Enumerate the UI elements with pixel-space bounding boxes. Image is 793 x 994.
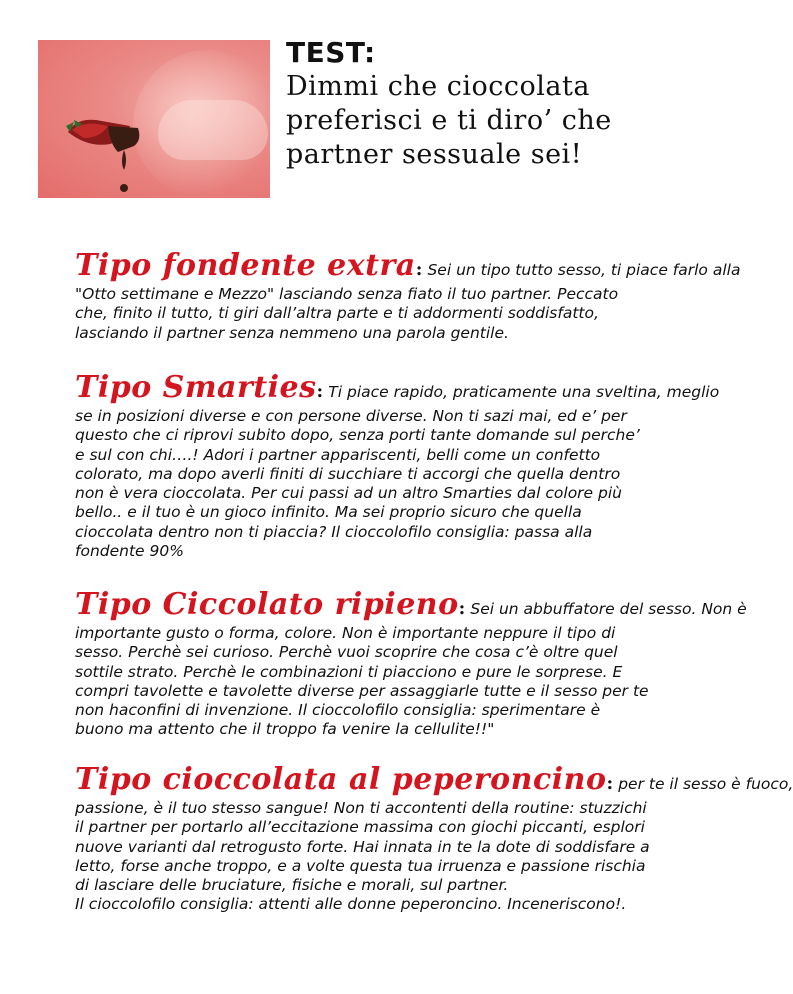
body-line: colorato, ma dopo averli finiti di succhiare ti accorgi che quella dentro bbox=[75, 464, 621, 483]
body-line: che, finito il tutto, ti giri dall’altra parte e ti addormenti soddisfatto, bbox=[75, 304, 599, 323]
body-line: cioccolata dentro non ti piaccia? Il cioccolofilo consiglia: passa alla bbox=[75, 522, 593, 541]
section-body bbox=[75, 799, 705, 915]
section-smarties bbox=[75, 370, 720, 561]
section-body bbox=[75, 285, 705, 343]
page-title bbox=[286, 36, 726, 172]
body-line: compri tavolette e tavolette diverse per assaggiarle tutte e il sesso per te bbox=[75, 681, 649, 700]
section-body bbox=[75, 624, 705, 740]
body-line: sesso. Perchè sei curioso. Perchè vuoi scoprire che cosa c’è oltre quel bbox=[75, 643, 618, 662]
body-line: bello.. e il tuo è un gioco infinito. Ma sei proprio sicuro che quella bbox=[75, 503, 582, 522]
body-line: e sul con chi….! Adori i partner appariscenti, belli come un confetto bbox=[75, 445, 601, 464]
body-line: non è vera cioccolata. Per cui passi ad un altro Smarties dal colore più bbox=[75, 484, 622, 503]
heading-colon: : bbox=[606, 773, 614, 794]
body-line: nuove varianti dal retrogusto forte. Hai innata in te la dote di soddisfare a bbox=[75, 837, 650, 856]
section-ciccolato-ripieno bbox=[75, 587, 747, 740]
body-line: di lasciare delle bruciature, fisiche e morali, sul partner. bbox=[75, 876, 509, 895]
body-line: questo che ci riprovi subito dopo, senza porti tante domande sul perche’ bbox=[75, 426, 640, 445]
section-heading: Tipo fondente extra bbox=[75, 248, 416, 283]
body-line: buono ma attento che il troppo fa venire la cellulite!!" bbox=[75, 720, 495, 739]
heading-colon: : bbox=[415, 259, 423, 280]
title-line: partner sessuale sei! bbox=[286, 139, 583, 170]
body-line: letto, forse anche troppo, e a volte questa tua irruenza e passione rischia bbox=[75, 856, 646, 875]
section-heading: Tipo Ciccolato ripieno bbox=[75, 587, 459, 622]
section-heading: Tipo Smarties bbox=[75, 370, 317, 405]
body-line: se in posizioni diverse e con persone diverse. Non ti sazi mai, ed e’ per bbox=[75, 407, 627, 425]
section-body bbox=[75, 407, 705, 561]
section-first-line: per te il sesso è fuoco, bbox=[618, 775, 793, 793]
title-line: preferisci e ti diro’ che bbox=[286, 105, 612, 136]
body-line: fondente 90% bbox=[75, 542, 184, 561]
section-fondente-extra bbox=[75, 248, 741, 343]
body-line: importante gusto o forma, colore. Non è importante neppure il tipo di bbox=[75, 624, 616, 642]
header-image bbox=[38, 40, 270, 198]
title-line: Dimmi che cioccolata bbox=[286, 71, 590, 102]
section-heading: Tipo cioccolata al peperoncino bbox=[75, 762, 607, 797]
body-line: non haconfini di invenzione. Il cioccolofilo consiglia: sperimentare è bbox=[75, 701, 601, 720]
body-line: Il cioccolofilo consiglia: attenti alle donne peperoncino. Inceneriscono!. bbox=[75, 895, 627, 914]
chocolate-strawberry-icon bbox=[38, 40, 270, 198]
body-line: "Otto settimane e Mezzo" lasciando senza fiato il tuo partner. Peccato bbox=[75, 285, 619, 303]
heading-colon: : bbox=[316, 381, 324, 402]
body-line: passione, è il tuo stesso sangue! Non ti accontenti della routine: stuzzichi bbox=[75, 799, 647, 817]
heading-colon: : bbox=[458, 598, 466, 619]
section-first-line: Sei un tipo tutto sesso, ti piace farlo alla bbox=[427, 261, 741, 279]
section-first-line: Ti piace rapido, praticamente una sveltina, meglio bbox=[328, 383, 720, 401]
body-line: il partner per portarlo all’eccitazione massima con giochi piccanti, esplori bbox=[75, 818, 645, 837]
test-label: TEST: bbox=[286, 36, 376, 69]
section-first-line: Sei un abbuffatore del sesso. Non è bbox=[470, 600, 747, 618]
body-line: lasciando il partner senza nemmeno una parola gentile. bbox=[75, 323, 509, 342]
body-line: sottile strato. Perchè le combinazioni ti piacciono e pure le sorprese. E bbox=[75, 662, 623, 681]
section-peperoncino bbox=[75, 762, 793, 915]
